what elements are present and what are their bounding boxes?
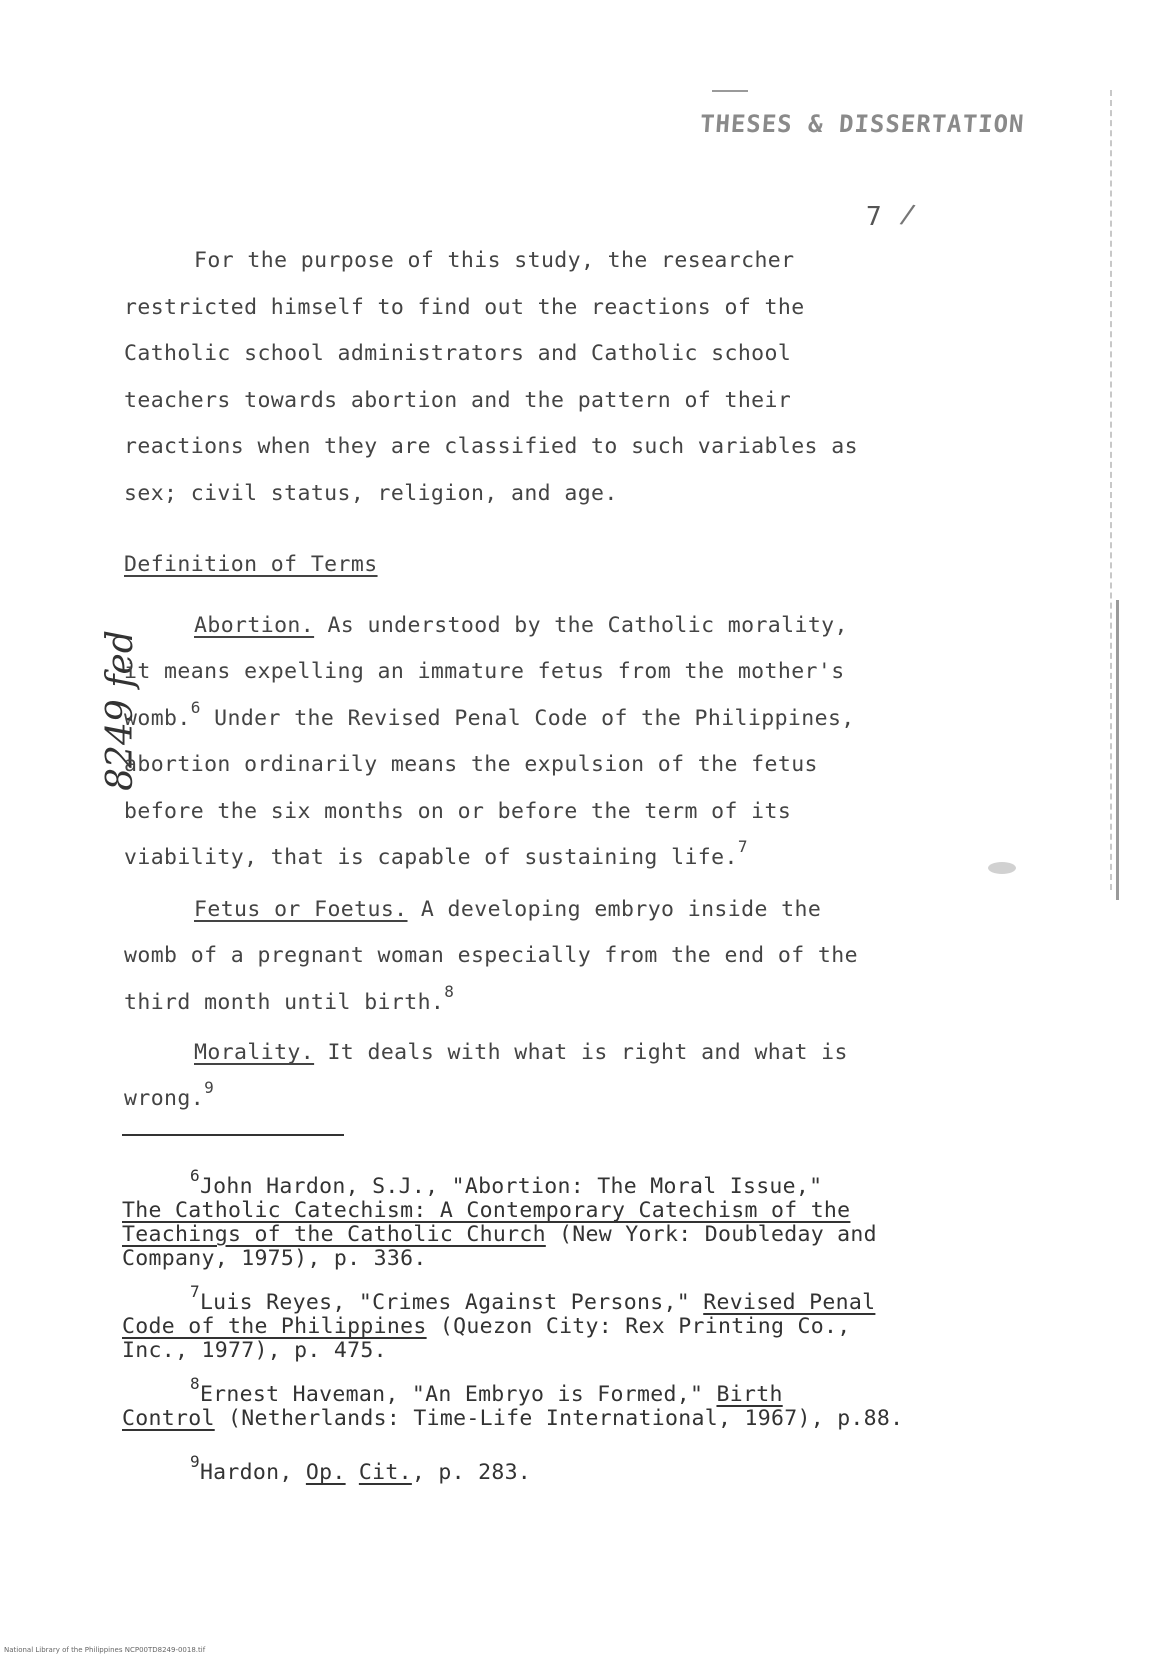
para1-line-4: teachers towards abortion and the pattern of their — [124, 388, 792, 413]
footnote-6-publisher: (New York: Doubleday and — [545, 1222, 877, 1247]
footnote-8-title-b: Control — [122, 1406, 215, 1431]
footnote-9-op: Op. — [305, 1460, 346, 1485]
handwritten-margin-note: 8249 fed — [99, 630, 141, 791]
footnote-ref-8: 8 — [444, 982, 455, 1001]
morality-line-2 — [124, 1078, 215, 1111]
footnote-8-title-a: Birth — [716, 1382, 783, 1407]
footnote-7-publisher: (Quezon City: Rex Printing Co., — [426, 1314, 851, 1339]
abortion-line-6 — [124, 837, 748, 870]
footnote-8-publisher: (Netherlands: Time-Life International, 1967), p.88. — [214, 1406, 904, 1431]
fetus-line-3-text: third month until birth. — [124, 990, 445, 1015]
section-heading: Definition of Terms — [124, 552, 378, 577]
para1-line-2: restricted himself to find out the reactions of the — [124, 295, 805, 320]
footnote-6-number: 6 — [190, 1166, 200, 1185]
footnote-6-line-3 — [122, 1222, 877, 1247]
ink-smudge — [988, 862, 1016, 874]
footnote-9-author: Hardon, — [199, 1460, 306, 1485]
stamp-stroke — [712, 90, 748, 92]
footnote-7-number: 7 — [190, 1282, 200, 1301]
footnote-ref-7: 7 — [737, 837, 748, 856]
footnote-ref-6: 6 — [190, 698, 201, 717]
footnote-7-title-a: Revised Penal — [703, 1290, 876, 1315]
scan-edge-dark — [1116, 600, 1119, 900]
fetus-line-1 — [194, 897, 821, 922]
footnote-9-space — [346, 1460, 359, 1485]
term-morality: Morality. — [194, 1040, 315, 1065]
abortion-line-6-text: viability, that is capable of sustaining life. — [124, 845, 738, 870]
footnote-7-title-b: Code of the Philippines — [122, 1314, 427, 1339]
scan-footer: National Library of the Philippines NCP00TD8249-0018.tif — [4, 1646, 206, 1654]
footnote-separator — [122, 1134, 344, 1136]
abortion-line-3 — [124, 698, 855, 731]
morality-line-1 — [194, 1040, 848, 1065]
footnote-9-line-1 — [190, 1452, 532, 1485]
para1-line-5: reactions when they are classified to such variables as — [124, 434, 858, 459]
footnote-8-line-2 — [122, 1406, 903, 1431]
footnote-6-line-2: The Catholic Catechism: A Contemporary Catechism of the — [122, 1198, 851, 1223]
page-number: 7 — [866, 202, 882, 232]
morality-line-2-text: wrong. — [124, 1086, 205, 1111]
footnote-8-line-1 — [190, 1374, 783, 1407]
para1-line-3: Catholic school administrators and Catholic school — [124, 341, 792, 366]
abortion-line-3a: womb. — [124, 706, 191, 731]
footnote-7-line-2 — [122, 1314, 850, 1339]
footnote-7-text-1: Luis Reyes, "Crimes Against Persons," — [199, 1290, 704, 1315]
abortion-line-3b: Under the Revised Penal Code of the Philippines, — [200, 706, 855, 731]
abortion-line-1-rest: As understood by the Catholic morality, — [314, 613, 848, 638]
abortion-line-4: abortion ordinarily means the expulsion of the fetus — [124, 752, 818, 777]
footnote-8-text-1: Ernest Haveman, "An Embryo is Formed," — [199, 1382, 717, 1407]
footnote-8-number: 8 — [190, 1374, 200, 1393]
term-abortion: Abortion. — [194, 613, 315, 638]
abortion-line-1 — [194, 613, 848, 638]
footnote-6-title: Teachings of the Catholic Church — [122, 1222, 546, 1247]
abortion-line-5: before the six months on or before the term of its — [124, 799, 792, 824]
footnote-7-line-3: Inc., 1977), p. 475. — [122, 1338, 387, 1363]
footnote-7-line-1 — [190, 1282, 876, 1315]
footnote-9-number: 9 — [190, 1452, 200, 1471]
scan-edge — [1110, 90, 1112, 890]
fetus-line-2: womb of a pregnant woman especially from the end of the — [124, 943, 858, 968]
para1-line-1: For the purpose of this study, the researcher — [194, 248, 795, 273]
term-fetus: Fetus or Foetus. — [194, 897, 408, 922]
morality-line-1-rest: It deals with what is right and what is — [314, 1040, 848, 1065]
footnote-9-cit: Cit. — [358, 1460, 412, 1485]
footnote-9-page: , p. 283. — [411, 1460, 532, 1485]
theses-stamp: THESES & DISSERTATION — [699, 110, 1026, 138]
para1-line-6: sex; civil status, religion, and age. — [124, 481, 618, 506]
footnote-ref-9: 9 — [204, 1078, 215, 1097]
fetus-line-3 — [124, 982, 455, 1015]
footnote-6-text-1: John Hardon, S.J., "Abortion: The Moral Issue," — [199, 1174, 823, 1199]
footnote-6-line-4: Company, 1975), p. 336. — [122, 1246, 427, 1271]
fetus-line-1-rest: A developing embryo inside the — [407, 897, 822, 922]
abortion-line-2: it means expelling an immature fetus from the mother's — [124, 659, 845, 684]
footnote-6-line-1 — [190, 1166, 823, 1199]
pen-mark: / — [897, 198, 919, 232]
